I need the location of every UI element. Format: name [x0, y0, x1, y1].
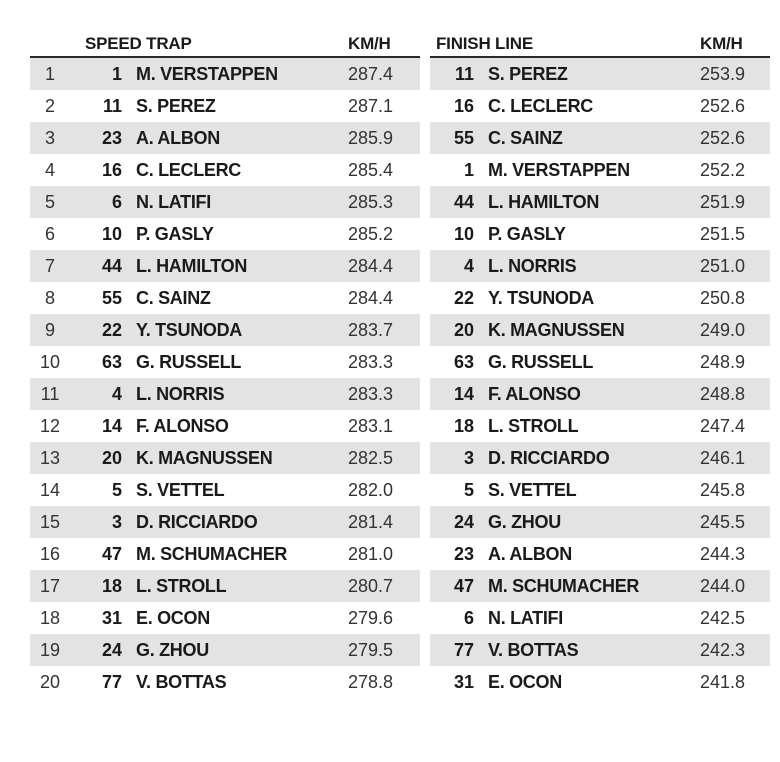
car-number: 23	[453, 544, 474, 564]
driver-name: M. VERSTAPPEN	[488, 160, 630, 180]
finish-line-header	[430, 30, 770, 58]
car-number: 31	[453, 672, 474, 692]
position: 17	[39, 576, 61, 596]
position: 7	[44, 256, 55, 276]
speed-value: 252.6	[700, 96, 746, 116]
speed-value: 280.7	[348, 576, 394, 596]
driver-name: M. SCHUMACHER	[136, 544, 288, 564]
table-row	[430, 474, 770, 506]
table-row	[430, 154, 770, 186]
speed-value: 283.1	[348, 416, 394, 436]
driver-name: L. NORRIS	[488, 256, 577, 276]
driver-name: S. VETTEL	[488, 480, 577, 500]
position: 6	[44, 224, 55, 244]
table-row	[430, 666, 770, 698]
table-row	[430, 378, 770, 410]
table-row	[430, 58, 770, 90]
position: 14	[39, 480, 61, 500]
car-number: 20	[101, 448, 122, 468]
table-row	[430, 346, 770, 378]
car-number: 11	[102, 96, 122, 116]
car-number: 55	[101, 288, 122, 308]
driver-name: E. OCON	[136, 608, 210, 628]
speed-value: 250.8	[700, 288, 746, 308]
driver-name: G. RUSSELL	[488, 352, 594, 372]
table-row	[30, 602, 420, 634]
driver-name: L. STROLL	[136, 576, 227, 596]
speed-value: 252.6	[700, 128, 746, 148]
driver-name: C. LECLERC	[136, 160, 242, 180]
speed-value: 251.5	[700, 224, 746, 244]
finish-line-rows	[430, 58, 770, 698]
speed-value: 244.3	[700, 544, 746, 564]
car-number: 23	[101, 128, 122, 148]
car-number: 47	[453, 576, 474, 596]
driver-name: C. LECLERC	[488, 96, 594, 116]
speed-value: 248.8	[700, 384, 746, 404]
driver-name: D. RICCIARDO	[488, 448, 610, 468]
driver-name: A. ALBON	[488, 544, 572, 564]
car-number: 3	[111, 512, 122, 532]
table-row	[430, 442, 770, 474]
driver-name: V. BOTTAS	[136, 672, 227, 692]
car-number: 6	[463, 608, 474, 628]
driver-name: G. ZHOU	[488, 512, 561, 532]
car-number: 24	[453, 512, 474, 532]
driver-name: M. SCHUMACHER	[488, 576, 640, 596]
table-row	[30, 90, 420, 122]
position: 11	[40, 384, 60, 404]
car-number: 16	[101, 160, 122, 180]
speed-value: 251.9	[700, 192, 746, 212]
driver-name: N. LATIFI	[136, 192, 211, 212]
position: 9	[44, 320, 55, 340]
table-row	[30, 474, 420, 506]
finish-line-unit: KM/H	[700, 34, 743, 53]
speed-value: 284.4	[348, 256, 394, 276]
car-number: 10	[101, 224, 122, 244]
driver-name: L. HAMILTON	[136, 256, 248, 276]
speed-value: 282.0	[348, 480, 394, 500]
car-number: 44	[453, 192, 474, 212]
position: 8	[44, 288, 55, 308]
car-number: 14	[453, 384, 474, 404]
table-row	[30, 122, 420, 154]
speed-value: 287.4	[348, 64, 394, 84]
driver-name: G. RUSSELL	[136, 352, 242, 372]
car-number: 44	[101, 256, 122, 276]
driver-name: S. PEREZ	[136, 96, 216, 116]
speed-value: 247.4	[700, 416, 746, 436]
driver-name: P. GASLY	[136, 224, 214, 244]
driver-name: L. HAMILTON	[488, 192, 600, 212]
speed-value: 242.5	[700, 608, 746, 628]
driver-name: N. LATIFI	[488, 608, 563, 628]
position: 2	[44, 96, 55, 116]
finish-line-title: FINISH LINE	[436, 34, 533, 53]
table-row	[30, 218, 420, 250]
speed-value: 287.1	[348, 96, 394, 116]
speed-trap-rows	[30, 58, 420, 698]
driver-name: V. BOTTAS	[488, 640, 579, 660]
speed-value: 283.3	[348, 352, 394, 372]
speed-trap-title: SPEED TRAP	[85, 34, 192, 53]
table-row	[30, 346, 420, 378]
car-number: 6	[111, 192, 122, 212]
table-row	[30, 282, 420, 314]
car-number: 77	[101, 672, 122, 692]
speed-trap-table	[30, 30, 420, 698]
table-row	[430, 218, 770, 250]
position: 16	[39, 544, 61, 564]
position: 4	[44, 160, 55, 180]
driver-name: P. GASLY	[488, 224, 566, 244]
table-row	[30, 250, 420, 282]
table-row	[430, 602, 770, 634]
table-row	[30, 154, 420, 186]
driver-name: A. ALBON	[136, 128, 220, 148]
speed-value: 251.0	[700, 256, 746, 276]
speed-value: 285.9	[348, 128, 394, 148]
car-number: 47	[101, 544, 122, 564]
driver-name: K. MAGNUSSEN	[488, 320, 625, 340]
car-number: 14	[101, 416, 122, 436]
driver-name: C. SAINZ	[136, 288, 211, 308]
speed-value: 281.4	[348, 512, 394, 532]
table-row	[30, 506, 420, 538]
car-number: 20	[453, 320, 474, 340]
position: 3	[44, 128, 55, 148]
car-number: 1	[111, 64, 122, 84]
driver-name: G. ZHOU	[136, 640, 209, 660]
position: 18	[39, 608, 61, 628]
car-number: 77	[453, 640, 474, 660]
position: 12	[39, 416, 61, 436]
table-row	[430, 122, 770, 154]
driver-name: K. MAGNUSSEN	[136, 448, 273, 468]
driver-name: Y. TSUNODA	[488, 288, 595, 308]
speed-value: 242.3	[700, 640, 746, 660]
table-row	[30, 442, 420, 474]
position: 20	[39, 672, 61, 692]
position: 5	[44, 192, 55, 212]
speed-value: 282.5	[348, 448, 394, 468]
speed-value: 245.5	[700, 512, 746, 532]
speed-value: 241.8	[700, 672, 746, 692]
table-row	[430, 410, 770, 442]
table-row	[30, 538, 420, 570]
car-number: 63	[101, 352, 122, 372]
driver-name: S. PEREZ	[488, 64, 568, 84]
car-number: 22	[101, 320, 122, 340]
driver-name: C. SAINZ	[488, 128, 563, 148]
table-row	[30, 58, 420, 90]
table-row	[30, 410, 420, 442]
car-number: 4	[111, 384, 122, 404]
car-number: 4	[463, 256, 474, 276]
table-row	[430, 570, 770, 602]
driver-name: D. RICCIARDO	[136, 512, 258, 532]
car-number: 18	[453, 416, 474, 436]
car-number: 3	[463, 448, 474, 468]
position: 19	[39, 640, 61, 660]
position: 1	[44, 64, 55, 84]
car-number: 5	[463, 480, 474, 500]
speed-value: 281.0	[348, 544, 394, 564]
position: 13	[39, 448, 61, 468]
car-number: 1	[463, 160, 474, 180]
table-row	[30, 314, 420, 346]
table-row	[30, 570, 420, 602]
table-row	[430, 282, 770, 314]
speed-value: 283.3	[348, 384, 394, 404]
table-row	[430, 538, 770, 570]
speed-value: 248.9	[700, 352, 746, 372]
speed-value: 285.4	[348, 160, 394, 180]
car-number: 18	[101, 576, 122, 596]
speed-value: 244.0	[700, 576, 746, 596]
car-number: 55	[453, 128, 474, 148]
driver-name: S. VETTEL	[136, 480, 225, 500]
table-row	[30, 666, 420, 698]
position: 15	[39, 512, 61, 532]
driver-name: F. ALONSO	[488, 384, 581, 404]
speed-value: 279.5	[348, 640, 394, 660]
speed-value: 253.9	[700, 64, 746, 84]
table-row	[30, 378, 420, 410]
table-row	[430, 506, 770, 538]
table-row	[30, 186, 420, 218]
finish-line-table	[430, 30, 770, 698]
table-row	[430, 634, 770, 666]
speed-value: 252.2	[700, 160, 746, 180]
driver-name: L. STROLL	[488, 416, 579, 436]
speed-value: 278.8	[348, 672, 394, 692]
table-row	[30, 634, 420, 666]
driver-name: E. OCON	[488, 672, 562, 692]
car-number: 5	[111, 480, 122, 500]
car-number: 10	[453, 224, 474, 244]
car-number: 11	[454, 64, 474, 84]
position: 10	[39, 352, 61, 372]
driver-name: Y. TSUNODA	[136, 320, 243, 340]
car-number: 16	[453, 96, 474, 116]
speed-value: 245.8	[700, 480, 746, 500]
speed-value: 284.4	[348, 288, 394, 308]
car-number: 31	[101, 608, 122, 628]
speed-value: 283.7	[348, 320, 394, 340]
speed-trap-header	[30, 30, 420, 58]
speed-value: 249.0	[700, 320, 746, 340]
speed-value: 285.3	[348, 192, 394, 212]
table-row	[430, 90, 770, 122]
speed-value: 285.2	[348, 224, 394, 244]
driver-name: F. ALONSO	[136, 416, 229, 436]
car-number: 63	[453, 352, 474, 372]
table-row	[430, 250, 770, 282]
speed-trap-unit: KM/H	[348, 34, 391, 53]
speed-value: 246.1	[700, 448, 746, 468]
speed-value: 279.6	[348, 608, 394, 628]
driver-name: M. VERSTAPPEN	[136, 64, 278, 84]
driver-name: L. NORRIS	[136, 384, 225, 404]
table-row	[430, 314, 770, 346]
table-row	[430, 186, 770, 218]
car-number: 22	[453, 288, 474, 308]
car-number: 24	[101, 640, 122, 660]
